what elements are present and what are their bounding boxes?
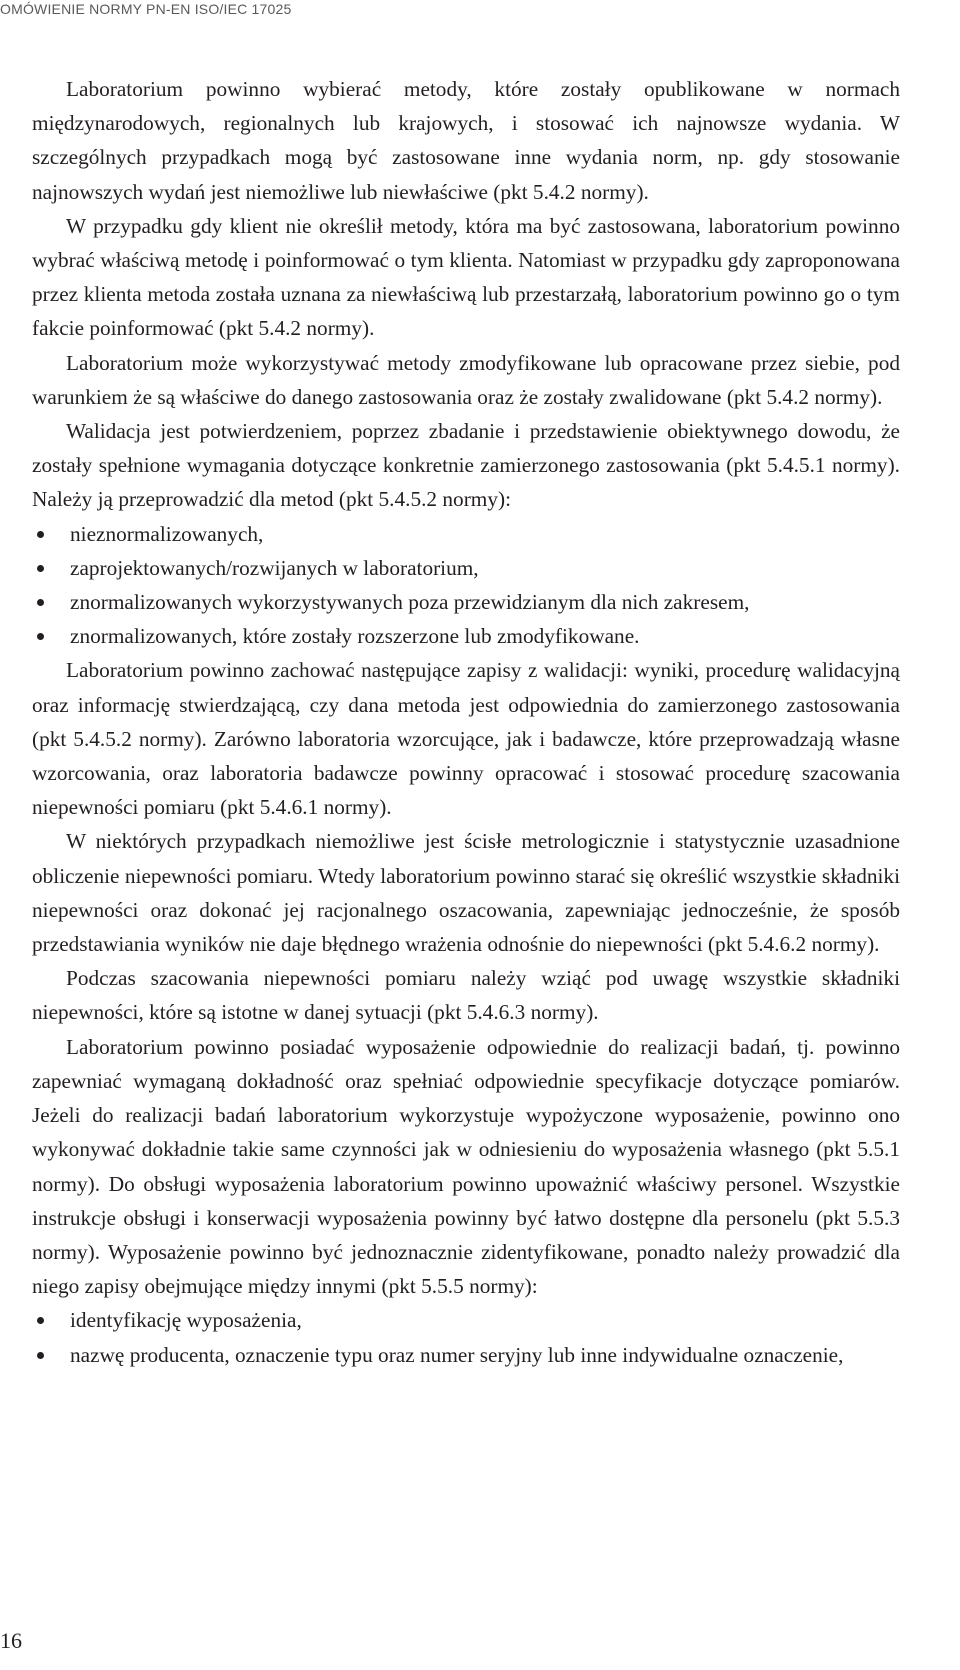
paragraph-validation-records: Laboratorium powinno zachować następujące zapisy z walidacji: wyniki, procedurę walidacyjną oraz informację stwierdzającą, czy dana metoda jest odpowiednia do zamierzonego zastosowania (pkt 5.4.5.2 normy). Zarówno laboratoria wzorcujące, jak i badawcze, które przeprowadzają własne wzorcowania, oraz laboratoria badawcze powinny opracować i stosować procedurę szacowania niepewności pomiaru (pkt 5.4.6.1 normy).	[32, 658, 900, 820]
list-item: znormalizowanych, które zostały rozszerzone lub zmodyfikowane.	[32, 619, 900, 653]
paragraph-methods-selection: Laboratorium powinno wybierać metody, które zostały opublikowane w normach międzynarodowych, regionalnych lub krajowych, i stosować ich najnowsze wydania. W szczególnych przypadkach mogą być zastosowane inne wydania norm, np. gdy stosowanie najnowszych wydań jest niemożliwe lub niewłaściwe (pkt 5.4.2 normy).	[32, 77, 900, 204]
page-number: 16	[0, 1628, 22, 1653]
list-item: identyfikację wyposażenia,	[32, 1303, 900, 1337]
running-header: OMÓWIENIE NORMY PN-EN ISO/IEC 17025	[0, 1, 292, 17]
equipment-records-list	[32, 1303, 900, 1371]
validation-methods-list	[32, 517, 900, 654]
paragraph-validation: Walidacja jest potwierdzeniem, poprzez zbadanie i przedstawienie obiektywnego dowodu, że zostały spełnione wymagania dotyczące konkretnie zamierzonego zastosowania (pkt 5.4.5.1 normy). Należy ją przeprowadzić dla metod (pkt 5.4.5.2 normy):	[32, 419, 900, 512]
list-item: znormalizowanych wykorzystywanych poza przewidzianym dla nich zakresem,	[32, 585, 900, 619]
list-item: nieznormalizowanych,	[32, 517, 900, 551]
list-item: nazwę producenta, oznaczenie typu oraz numer seryjny lub inne indywidualne oznaczenie,	[32, 1338, 900, 1372]
paragraph-modified-methods: Laboratorium może wykorzystywać metody zmodyfikowane lub opracowane przez siebie, pod warunkiem że są właściwe do danego zastosowania oraz że zostały zwalidowane (pkt 5.4.2 normy).	[32, 350, 900, 409]
paragraph-uncertainty-estimation: W niektórych przypadkach niemożliwe jest ścisłe metrologicznie i statystycznie uzasadnione obliczenie niepewności pomiaru. Wtedy laboratorium powinno starać się określić wszystkie składniki niepewności oraz dokonać jej racjonalnego oszacowania, zapewniając jednocześnie, że sposób przedstawiania wyników nie daje błędnego wrażenia odnośnie do niepewności (pkt 5.4.6.2 normy).	[32, 829, 900, 957]
paragraph-equipment: Laboratorium powinno posiadać wyposażenie odpowiednie do realizacji badań, tj. powinno zapewniać wymaganą dokładność oraz spełniać odpowiednie specyfikacje dotyczące pomiarów. Jeżeli do realizacji badań laboratorium wykorzystuje wypożyczone wyposażenie, powinno ono wykonywać dokładnie takie same czynności jak w odniesieniu do wyposażenia własnego (pkt 5.5.1 normy). Do obsługi wyposażenia laboratorium powinno upoważnić właściwy personel. Wszystkie instrukcje obsługi i konserwacji wyposażenia powinny być łatwo dostępne dla personelu (pkt 5.5.3 normy). Wyposażenie powinno być jednoznacznie zidentyfikowane, ponadto należy prowadzić dla niego zapisy obejmujące między innymi (pkt 5.5.5 normy):	[32, 1034, 900, 1299]
paragraph-client-method: W przypadku gdy klient nie określił metody, która ma być zastosowana, laboratorium powinno wybrać właściwą metodę i poinformować o tym klienta. Natomiast w przypadku gdy zaproponowana przez klienta metoda została uznana za niewłaściwą lub przestarzałą, laboratorium powinno go o tym fakcie poinformować (pkt 5.4.2 normy).	[32, 213, 900, 341]
paragraph-uncertainty-components: Podczas szacowania niepewności pomiaru należy wziąć pod uwagę wszystkie składniki niepewności, które są istotne w danej sytuacji (pkt 5.4.6.3 normy).	[32, 966, 900, 1025]
list-item: zaprojektowanych/rozwijanych w laboratorium,	[32, 551, 900, 585]
page-body	[32, 72, 900, 1372]
